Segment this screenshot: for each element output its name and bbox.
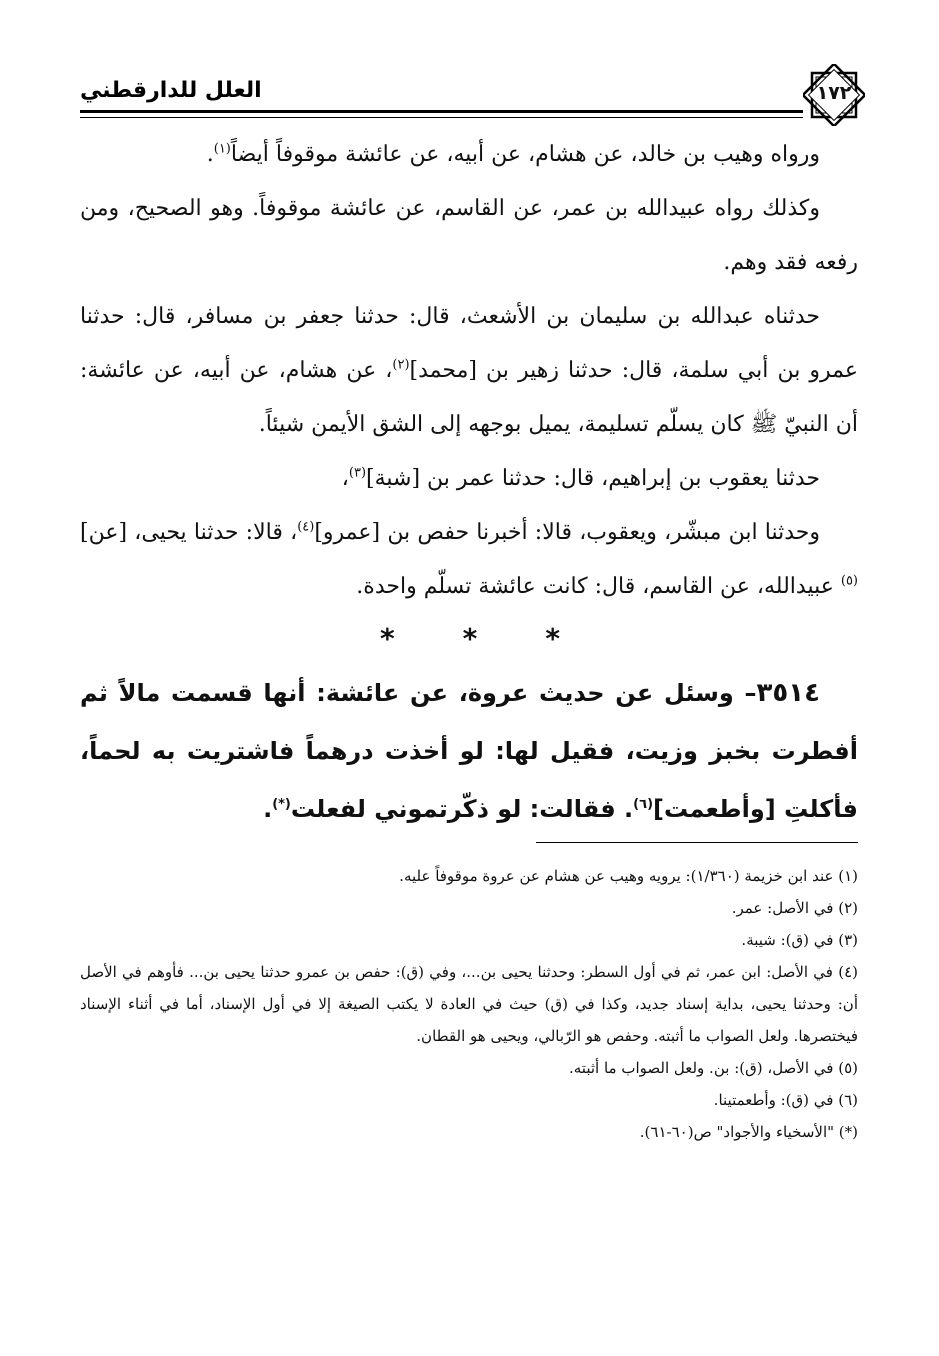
hadith-entry [80, 664, 858, 838]
paragraph-3-text-a: حدثناه عبدالله بن سليمان بن الأشعث، قال: حدثنا جعفر بن مسافر، قال: حدثنا عمرو بن أبي سلمة، قال: حدثنا زهير بن [محمد] [80, 304, 858, 383]
footnote-ref-1: (١) [213, 141, 231, 157]
paragraph-4 [80, 452, 858, 506]
hadith-text-end: . [263, 795, 273, 823]
paragraph-4-text: حدثنا يعقوب بن إبراهيم، قال: حدثنا عمر بن [شبة] [366, 466, 820, 491]
paragraph-1 [80, 128, 858, 182]
footnote-ref-star: (*) [272, 797, 291, 812]
paragraph-5-text-a: وحدثنا ابن مبشّر، ويعقوب، قالا: أخبرنا حفص بن [عمرو] [314, 520, 821, 545]
paragraph-5-text-c: عبيدالله، عن القاسم، قال: كانت عائشة تسلّم واحدة. [356, 574, 841, 599]
paragraph-2: وكذلك رواه عبيدالله بن عمر، عن القاسم، عن عائشة موقوفاً. وهو الصحيح، ومن رفعه فقد وهم. [80, 196, 858, 275]
footnote-1: (١) عند ابن خزيمة (١/٣٦٠): يرويه وهيب عن هشام عن عروة موقوفاً عليه. [399, 867, 858, 885]
header-rule [80, 110, 803, 118]
footnote-ref-6: (٦) [633, 797, 654, 812]
footnote-ref-3: (٣) [348, 465, 367, 481]
footnote-3: (٣) في (ق): شيبة. [741, 931, 858, 949]
paragraph-1-text: ورواه وهيب بن خالد، عن هشام، عن أبيه، عن عائشة موقوفاً أيضاً [230, 142, 820, 167]
page-number-badge [803, 64, 865, 126]
paragraph-3-text-b: ، عن هشام، عن أبيه، عن عائشة: أن النبيّ ﷺ كان يسلّم تسليمة، يميل بوجهه إلى الشق الأيمن شيئاً. [80, 358, 858, 437]
paragraph-4-end: ، [341, 466, 349, 491]
footnote-ref-4: (٤) [297, 519, 315, 535]
hadith-text-a: – وسئل عن حديث عروة، عن عائشة: أنها قسمت مالاً ثم أفطرت بخبز وزيت، فقيل لها: لو أخذت درهماً فاشتريت به لحماً، فأكلتِ [وأطعمت] [80, 679, 858, 823]
main-text [80, 128, 858, 614]
footnote-5: (٥) في الأصل، (ق): بن. ولعل الصواب ما أثبته. [568, 1059, 858, 1077]
footnote-2: (٢) في الأصل: عمر. [731, 899, 858, 917]
paragraph-5-text-b: ، قالا: حدثنا يحيى، [عن] [80, 520, 298, 545]
separator-star: * [462, 622, 478, 655]
hadith-text-b: . فقالت: لو ذكّرتموني لفعلت [290, 795, 634, 823]
paragraph-3 [80, 290, 858, 452]
footnote-4: (٤) في الأصل: ابن عمر، ثم في أول السطر: وحدثنا يحيى بن...، وفي (ق): حفص بن عمرو حدثنا يحيى بن... فأوهم في الأصل أن: وحدثنا يحيى، بداية إسناد جديد، وكذا في (ق) حيث في العادة لا يكتب الصيغة إلا في أول الإسناد، أما في أثناء الإسناد فيختصرها. ولعل الصواب ما أثبته. وحفص هو الرّبالي، ويحيى هو القطان. [80, 963, 858, 1045]
footnote-6: (٦) في (ق): وأطعمتينا. [713, 1091, 858, 1109]
page-number: ١٧٢ [816, 82, 852, 104]
separator-star: * [545, 622, 560, 655]
page-header [80, 64, 865, 124]
footnote-star: (*) "الأسخياء والأجواد" ص(٦٠-٦١). [639, 1123, 858, 1141]
footnotes [80, 860, 858, 1148]
footnote-divider [536, 842, 858, 843]
book-title: العلل للدارقطني [80, 78, 262, 103]
section-separator [380, 622, 560, 655]
paragraph-1-end: . [206, 142, 214, 167]
hadith-number: ٣٥١٤ [756, 678, 820, 708]
separator-star: * [380, 622, 395, 655]
footnote-ref-2: (٢) [392, 357, 410, 373]
paragraph-5 [80, 506, 858, 614]
footnote-ref-5: (٥) [840, 573, 858, 589]
